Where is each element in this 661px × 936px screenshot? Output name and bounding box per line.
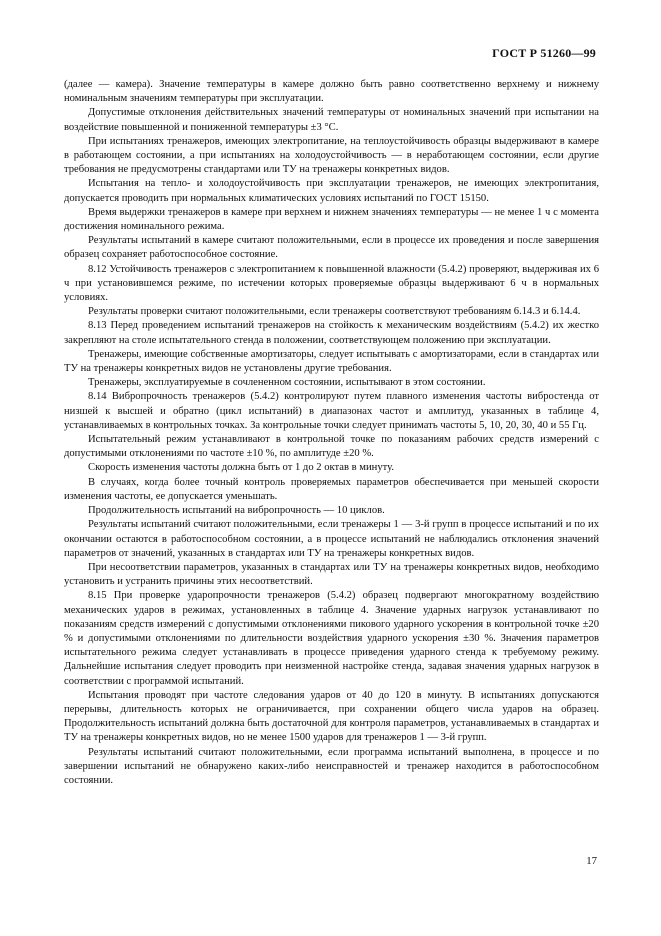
paragraph: Тренажеры, эксплуатируемые в сочлененном состоянии, испытывают в этом состоянии. — [88, 377, 486, 389]
paragraph: Испытательный режим устанавливают в контрольной точке по показаниям рабочих средств измерений с допустимыми отклонениями по частоте ±10 %, по амплитуде ±20 %. — [64, 434, 599, 460]
paragraph: Испытания проводят при частоте следования ударов от 40 до 120 в минуту. В испытаниях допускаются перерывы, длительность которых не ограничивается, при сохранении общего числа ударов на образец. Продолжительность испытаний должна быть достаточной для контроля параметров, устанавливаемых в стандартах и ТУ на тренажеры конкретных видов, но не менее 1500 ударов для тренажеров 1 — 3-й групп. — [64, 689, 599, 744]
paragraph: (далее — камера). Значение температуры в камере должно быть равно соответственно верхнему и нижнему номинальным значениям температуры при эксплуатации. — [64, 79, 599, 105]
paragraph: Допустимые отклонения действительных значений температуры от номинальных значений при испытании на воздействие повышенной и пониженной температуры ±3 °С. — [64, 107, 599, 133]
paragraph: При несоответствии параметров, указанных в стандартах или ТУ на тренажеры конкретных видов, необходимо установить и устранить причины этих несоответствий. — [64, 561, 599, 588]
paragraph: В случаях, когда более точный контроль проверяемых параметров обеспечивается при меньшей скорости изменения частоты, ее допускается уменьшать. — [64, 476, 599, 502]
paragraph: Результаты испытаний считают положительными, если тренажеры 1 — 3-й групп в процессе испытаний и по их окончании остаются в работоспособном состоянии, а в процессе испытаний не наблюдались отклонения значений параметров от значений, указанных в стандартах или ТУ на тренажеры конкретных видов. — [64, 519, 599, 559]
paragraph: 8.12 Устойчивость тренажеров с электропитанием к повышенной влажности (5.4.2) проверяют, выдерживая их 6 ч при установившемся режиме, по истечении которых проверяемые образцы выдерживают 6 ч в нормальных условиях. — [64, 263, 599, 304]
paragraph: Продолжительность испытаний на вибропрочность — 10 циклов. — [88, 505, 385, 517]
paragraph: При испытаниях тренажеров, имеющих электропитание, на теплоустойчивость образцы выдерживают в камере в работающем состоянии, а при испытаниях на холодоустойчивость — в неработающем состоянии, если другие требования не предусмотрены стандартами или ТУ на тренажеры конкретных видов. — [64, 135, 599, 176]
paragraph: Результаты испытаний считают положительными, если программа испытаний выполнена, в процессе и по завершении испытаний не обнаружено каких-либо неисправностей и тренажер находится в работоспособном состоянии. — [64, 746, 599, 786]
page-number: 17 — [586, 855, 597, 867]
paragraph: Результаты испытаний в камере считают положительными, если в процессе их проведения и после завершения образец сохраняет работоспособное состояние. — [64, 235, 599, 261]
paragraph: Время выдержки тренажеров в камере при верхнем и нижнем значениях температуры — не менее 1 ч с момента достижения номинального режима. — [64, 206, 599, 233]
document-body — [64, 78, 599, 788]
paragraph: Тренажеры, имеющие собственные амортизаторы, следует испытывать с амортизаторами, если в стандартах или ТУ на тренажеры конкретных видов не установлены другие требования. — [64, 348, 599, 375]
paragraph: Испытания на тепло- и холодоустойчивость при эксплуатации тренажеров, не имеющих электропитания, допускается проводить при нормальных климатических условиях испытаний по ГОСТ 15150. — [64, 178, 599, 204]
paragraph: Скорость изменения частоты должна быть от 1 до 2 октав в минуту. — [88, 462, 394, 474]
paragraph: 8.13 Перед проведением испытаний тренажеров на стойкость к механическим воздействиям (5.4.2) их жестко закрепляют на столе испытательного стенда в положении, соответствующем положению при эксплуатации. — [64, 320, 599, 346]
paragraph: Результаты проверки считают положительными, если тренажеры соответствуют требованиям 6.14.3 и 6.14.4. — [88, 306, 581, 318]
paragraph: 8.14 Вибропрочность тренажеров (5.4.2) контролируют путем плавного изменения частоты вибростенда от низшей к высшей и обратно (цикл испытаний) в диапазонах частот и амплитуд, указанных в таблице 4, устанавливаемых в контрольных точках. За контрольные точки следует принимать частоты 5, 10, 20, 30, 40 и 55 Гц. — [64, 391, 599, 431]
paragraph: 8.15 При проверке ударопрочности тренажеров (5.4.2) образец подвергают многократному воздействию механических ударов в режимах, установленных в таблице 4. Значение ударных нагрузок устанавливают по показаниям средств измерений с допустимыми отклонениями пикового ударного ускорения в контрольной точке ±20 % и допустимыми отклонениями по длительности воздействия ударного ускорения ±30 %. Значения параметров испытательного режима следует устанавливать в процессе приведения ударного стенда к требуемому режиму. Дальнейшие испытания следует проводить при неизменной настройке стенда, задавая значения ударных нагрузок в соответствии с программой испытаний. — [64, 590, 599, 687]
document-header: ГОСТ Р 51260—99 — [492, 46, 596, 60]
